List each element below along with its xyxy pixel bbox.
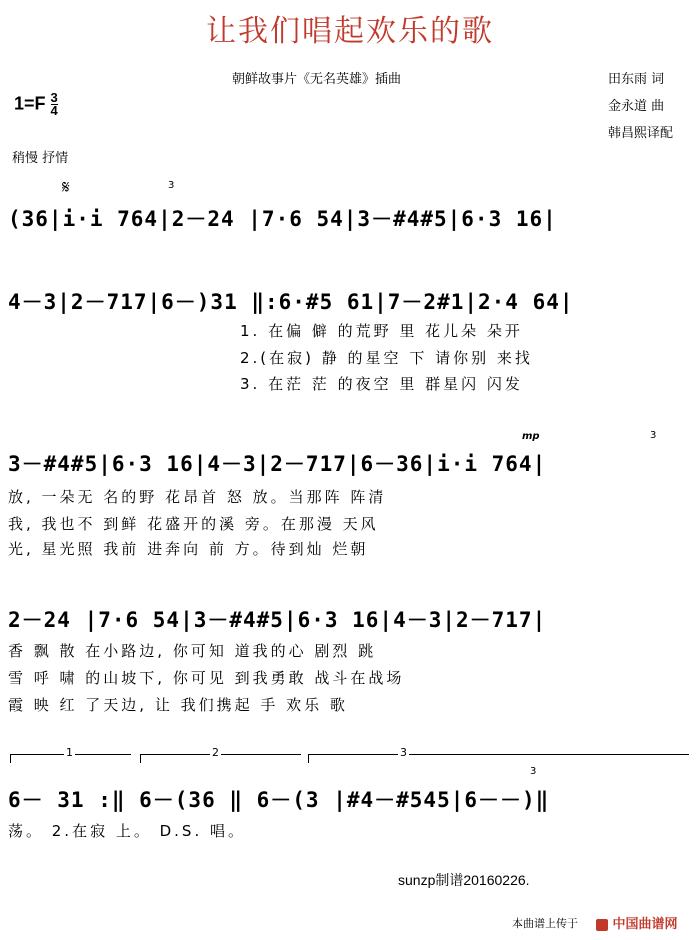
verse-3-line-c: 霞 映 红 了天边, 让 我们携起 手 欢乐 歌 bbox=[8, 696, 348, 714]
staff-line-1: (36|i·i 764|2－24 |7·6 54|3－#4#5|6·3 16| bbox=[8, 207, 557, 231]
tempo-marking: 稍慢 抒情 bbox=[12, 151, 69, 166]
verse-3-line-a: 3. 在茫 茫 的夜空 里 群星闪 闪发 bbox=[240, 375, 523, 393]
staff-line-3: 3－#4#5|6·3 16|4－3|2－717|6－36|i·i 764| bbox=[8, 452, 547, 476]
ending-number-1: 1 bbox=[66, 746, 73, 759]
staff-line-5: 6－ 31 :‖ 6－(36 ‖ 6－(3 |#4－#545|6－－)‖ bbox=[8, 788, 550, 812]
staff-line-4: 2－24 |7·6 54|3－#4#5|6·3 16|4－3|2－717| bbox=[8, 608, 547, 632]
triplet-mark: 3 bbox=[168, 180, 175, 191]
dynamic-marking: mp bbox=[522, 431, 540, 442]
song-title: 让我们唱起欢乐的歌 bbox=[206, 14, 494, 49]
triplet-mark-3: 3 bbox=[530, 766, 537, 777]
verse-2-line-a: 2.(在寂) 静 的星空 下 请你别 来找 bbox=[240, 349, 533, 367]
key-signature bbox=[14, 92, 58, 117]
composer-credit: 金永道 曲 bbox=[608, 99, 665, 114]
triplet-mark-2: 3 bbox=[650, 430, 657, 441]
ending-bracket-3 bbox=[308, 754, 689, 763]
transcriber-credit: sunzp制谱20160226. bbox=[398, 872, 530, 888]
verse-3-line-b: 光, 星光照 我前 进奔向 前 方。待到灿 烂朝 bbox=[8, 540, 369, 558]
verse-1-line-c: 香 飘 散 在小路边, 你可知 道我的心 剧烈 跳 bbox=[8, 642, 377, 660]
verse-2-line-c: 雪 呼 啸 的山坡下, 你可见 到我勇敢 战斗在战场 bbox=[8, 669, 405, 687]
logo-icon bbox=[596, 919, 608, 931]
ending-number-2: 2 bbox=[212, 746, 219, 759]
verse-2-line-b: 我, 我也不 到鲜 花盛开的溪 旁。在那漫 天风 bbox=[8, 515, 379, 533]
subtitle: 朝鲜故事片《无名英雄》插曲 bbox=[232, 72, 402, 87]
staff-line-2: 4－3|2－717|6－)31 ‖:6·#5 61|7－2#1|2·4 64| bbox=[8, 290, 574, 314]
ending-number-3: 3 bbox=[400, 746, 407, 759]
site-logo: 中国曲谱网 bbox=[596, 913, 678, 932]
verse-1-line-b: 放, 一朵无 名的野 花昂首 怒 放。当那阵 阵清 bbox=[8, 488, 387, 506]
footer-text: 本曲谱上传于 bbox=[512, 917, 578, 930]
key-label: 1=F bbox=[14, 93, 46, 114]
segno-sign: 𝄋 bbox=[62, 177, 70, 198]
verse-1-line-a: 1. 在偏 僻 的荒野 里 花儿朵 朵开 bbox=[240, 322, 523, 340]
translator-credit: 韩昌熙译配 bbox=[608, 126, 674, 141]
time-signature: $\frac{3}{4}$ bbox=[50, 90, 58, 118]
ending-lyric: 荡。 2.在寂 上。 D.S. 唱。 bbox=[8, 822, 246, 840]
lyricist-credit: 田东雨 词 bbox=[608, 72, 665, 87]
